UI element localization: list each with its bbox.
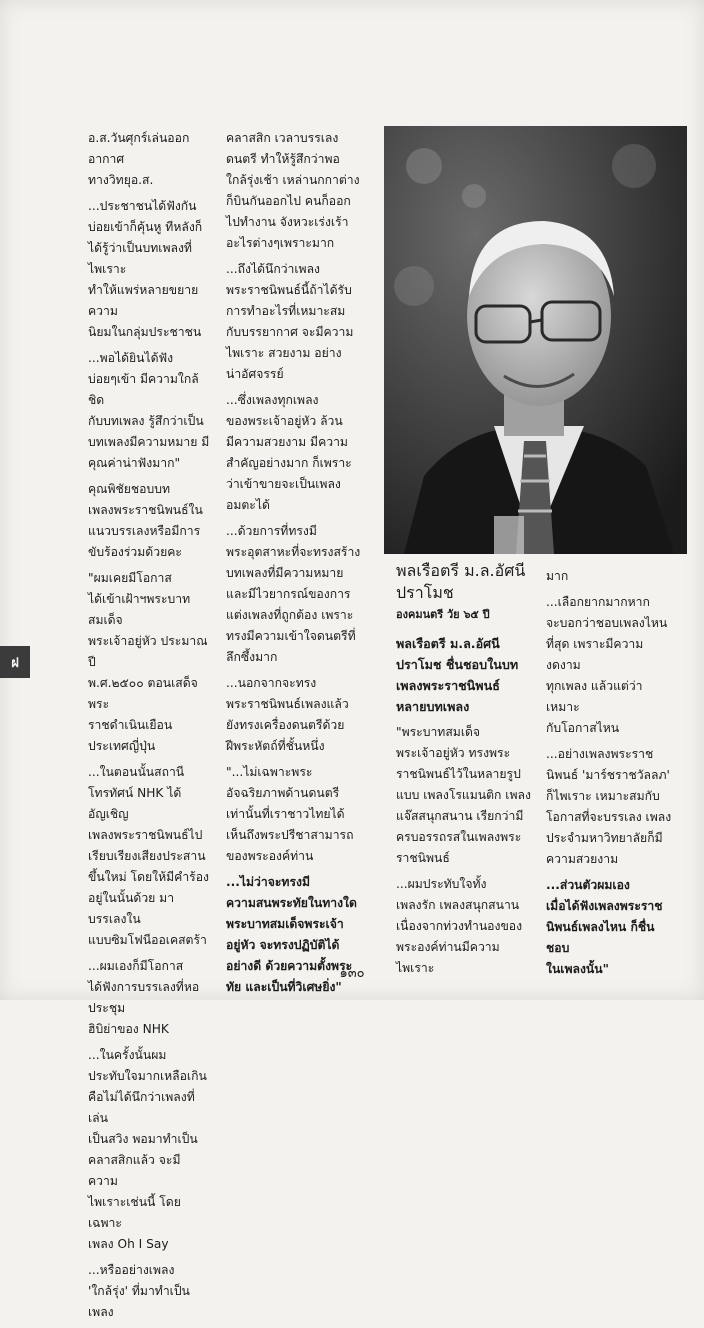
- photo-caption: [396, 560, 538, 624]
- paragraph: ...ประชาชนได้ฟังกัน บ่อยเข้าก็คุ้นหู ทีหลังก็ ได้รู้ว่าเป็นบทเพลงที่ไพเราะ ทำให้แพร่หลายขยายความ นิยมในกลุ่มประชาชน: [88, 199, 203, 339]
- text-column-2: [226, 128, 368, 1003]
- paragraph: "พระบาทสมเด็จ พระเจ้าอยู่หัว ทรงพระ ราชนิพนธ์ไว้ในหลายรูป แบบ เพลงโรแมนติก เพลง แจ๊สสนุกสนาน เรียกว่ามี ครบอรรถรสในเพลงพระ ราชนิพนธ์: [396, 725, 531, 865]
- paragraph: คุณพิชัยชอบบท เพลงพระราชนิพนธ์ใน แนวบรรเลงหรือมีการ ขับร้องร่วมด้วยคะ: [88, 482, 203, 559]
- caption-title: องคมนตรี วัย ๖๕ ปี: [396, 608, 490, 621]
- paragraph: ...ซึ่งเพลงทุกเพลง ของพระเจ้าอยู่หัว ล้วน มีความสวยงาม มีความ สำคัญอย่างมาก ก็เพราะ ว่าเข้าขายจะเป็นเพลง อมตะได้: [226, 393, 352, 512]
- text-column-4: [546, 566, 672, 985]
- paragraph: ...ด้วยการที่ทรงมี พระอุตสาหะที่จะทรงสร้าง บทเพลงที่มีความหมาย และมีไวยากรณ์ของการ แต่งเพลงที่ถูกต้อง เพราะ ทรงมีความเข้าใจดนตรีที่ ลึกซึ้งมาก: [226, 524, 361, 664]
- paragraph: มาก: [546, 569, 569, 583]
- paragraph: ...ในตอนนั้นสถานี โทรทัศน์ NHK ได้อัญเชิญ เพลงพระราชนิพนธ์ไป เรียบเรียงเสียงประสาน ขึ้นใหม่ โดยให้มีคำร้อง อยู่ในนั้นด้วย มาบรรเลงใน แบบซิมโฟนีออเคสตร้า: [88, 765, 209, 947]
- portrait-illustration: [384, 126, 687, 554]
- portrait-photo: [384, 126, 687, 554]
- paragraph: คลาสสิก เวลาบรรเลง ดนตรี ทำให้รู้สึกว่าพอ ใกล้รุ่งเช้า เหล่านกกาต่าง ก็บินกันออกไป คนก็ออก ไปทำงาน จังหวะเร่งเร้า อะไรต่างๆเพราะมาก: [226, 131, 360, 250]
- text-column-1: [88, 128, 210, 1328]
- highlight-quote: ...ไม่ว่าจะทรงมี ความสนพระทัยในทางใด พระบาทสมเด็จพระเจ้า อยู่หัว จะทรงปฏิบัติได้ อย่างดี ด้วยความตั้งพระ ทัย และเป็นที่วิเศษยิ่ง": [226, 875, 357, 994]
- paragraph: ...ผมประทับใจทั้ง เพลงรัก เพลงสนุกสนาน เนื่องจากท่วงทำนองของ พระองค์ท่านมีความไพเราะ: [396, 877, 523, 975]
- paragraph: ...ถึงได้นึกว่าเพลง พระราชนิพนธ์นี้ถ้าได้รับ การทำอะไรที่เหมาะสม กับบรรยากาศ จะมีความ ไพเราะ สวยงาม อย่าง น่าอัศจรรย์: [226, 262, 354, 381]
- paragraph: ...หรืออย่างเพลง 'ใกล้รุ่ง' ที่มาทำเป็นเพลง: [88, 1263, 190, 1319]
- paragraph: ...นอกจากจะทรง พระราชนิพนธ์เพลงแล้ว ยังทรงเครื่องดนตรีด้วย ฝีพระหัตถ์ที่ชั้นหนึ่ง: [226, 676, 349, 753]
- caption-name: พลเรือตรี ม.ล.อัศนี ปราโมช: [396, 561, 526, 602]
- paragraph: ...ในครั้งนั้นผม ประทับใจมากเหลือเกิน คือไม่ได้นึกว่าเพลงที่เล่น เป็นสวิง พอมาทำเป็น คลาสสิกแล้ว จะมีความ ไพเราะเช่นนี้ โดยเฉพาะ เพลง Oh I Say: [88, 1048, 207, 1251]
- paragraph: ...พอได้ยินได้ฟัง บ่อยๆเข้า มีความใกล้ชิด กับบทเพลง รู้สึกว่าเป็น บทเพลงมีความหมาย มี คุณค่าน่าฟังมาก": [88, 351, 210, 470]
- paragraph: ...เลือกยากมากหาก จะบอกว่าชอบเพลงไหน ที่สุด เพราะมีความงดงาม ทุกเพลง แล้วแต่ว่าเหมาะ กับโอกาสไหน: [546, 595, 668, 735]
- paragraph: "...ไม่เฉพาะพระ อัจฉริยภาพด้านดนตรี เท่านั้นที่เราชาวไทยได้ เห็นถึงพระปรีชาสามารถ ของพระองค์ท่าน: [226, 765, 354, 863]
- paragraph: ...ผมเองก็มีโอกาส ได้ฟังการบรรเลงที่หอประชุม ฮิบิย่าของ NHK: [88, 959, 200, 1036]
- highlight-quote: ...ส่วนตัวผมเอง เมื่อได้ฟังเพลงพระราช นิพนธ์เพลงไหน ก็ชื่นชอบ ในเพลงนั้น": [546, 878, 663, 976]
- paragraph: อ.ส.วันศุกร์เล่นออกอากาศ ทางวิทยุอ.ส.: [88, 131, 190, 187]
- paragraph: "ผมเคยมีโอกาส ได้เข้าเฝ้าฯพระบาทสมเด็จ พระเจ้าอยู่หัว ประมาณปี พ.ศ.๒๕๐๐ ตอนเสด็จพระ ราชดำเนินเยือนประเทศญี่ปุ่น: [88, 571, 208, 753]
- section-tab: ฝ: [0, 646, 30, 678]
- text-column-3: [396, 633, 534, 984]
- page-number: ๑๓๐: [339, 966, 365, 981]
- intro-heading: พลเรือตรี ม.ล.อัศนี ปราโมช ชื่นชอบในบท เพลงพระราชนิพนธ์ หลายบทเพลง: [396, 636, 519, 714]
- paragraph: ...อย่างเพลงพระราช นิพนธ์ 'มาร์ชราชวัลลภ' ก็ไพเราะ เหมาะสมกับ โอกาสที่จะบรรเลง เพลง ประจำมหาวิทยาลัยก็มี ความสวยงาม: [546, 747, 672, 866]
